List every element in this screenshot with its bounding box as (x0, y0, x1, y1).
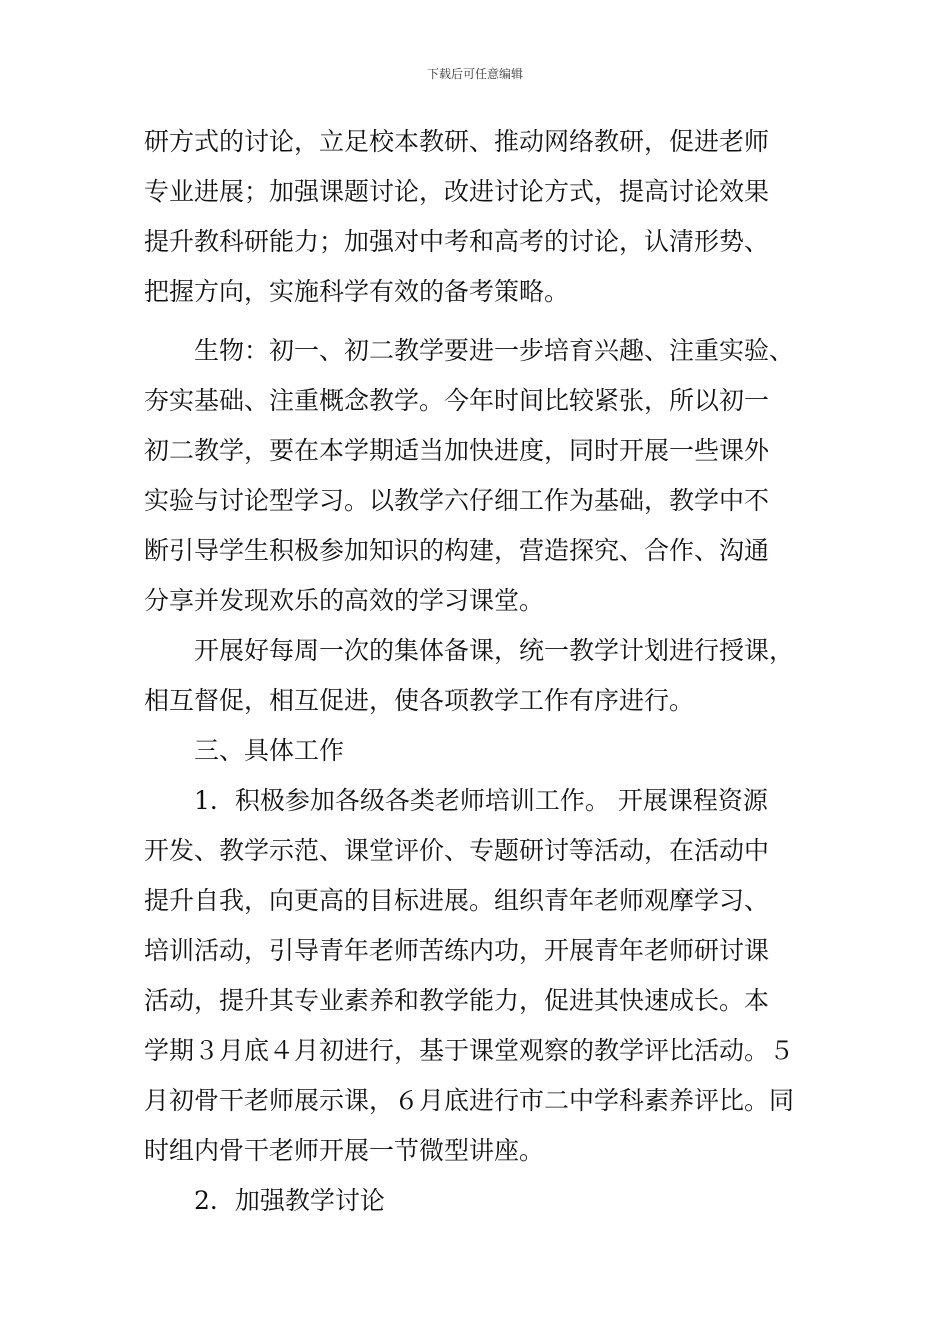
section-heading: 三、具体工作 (194, 736, 345, 765)
text-line: 月初骨干老师展示课，６月底进行市二中学科素养评比。同 (144, 1086, 795, 1115)
text-line: 实验与讨论型学习。以教学六仔细工作为基础，教学中不 (144, 486, 770, 515)
text-line: 时组内骨干老师开展一节微型讲座。 (144, 1136, 545, 1165)
text-line: 专业进展；加强课题讨论，改进讨论方式，提高讨论效果 (144, 177, 770, 206)
text-line: 提升教科研能力；加强对中考和高考的讨论，认清形势、 (144, 227, 770, 256)
text-line: 夯实基础、注重概念教学。今年时间比较紧张，所以初一 (144, 386, 770, 415)
text-line: 开发、教学示范、课堂评价、专题研讨等活动，在活动中 (144, 836, 770, 865)
text-line: 活动，提升其专业素养和教学能力，促进其快速成长。本 (144, 986, 770, 1015)
text-line: 把握方向，实施科学有效的备考策略。 (144, 277, 570, 306)
text-line: 相互督促，相互促进，使各项教学工作有序进行。 (144, 686, 695, 715)
paragraph-first-line: 1．积极参加各级各类老师培训工作。 开展课程资源 (194, 786, 768, 815)
text-line: 培训活动，引导青年老师苦练内功，开展青年老师研讨课 (144, 936, 770, 965)
paragraph-first-line: 生物：初一、初二教学要进一步培育兴趣、注重实验、 (194, 336, 795, 365)
text-line: 学期３月底４月初进行，基于课堂观察的教学评比活动。５ (144, 1036, 795, 1065)
paragraph-first-line: 开展好每周一次的集体备课，统一教学计划进行授课， (194, 636, 795, 665)
text-line: 初二教学，要在本学期适当加快进度，同时开展一些课外 (144, 436, 770, 465)
subsection-heading: 2．加强教学讨论 (194, 1186, 385, 1215)
text-line: 断引导学生积极参加知识的构建，营造探究、合作、沟通 (144, 536, 770, 565)
page-header: 下载后可任意编辑 (426, 67, 523, 81)
text-line: 提升自我，向更高的目标进展。组织青年老师观摩学习、 (144, 886, 770, 915)
text-line: 分享并发现欢乐的高效的学习课堂。 (144, 586, 545, 615)
text-line: 研方式的讨论，立足校本教研、推动网络教研，促进老师 (144, 127, 770, 156)
